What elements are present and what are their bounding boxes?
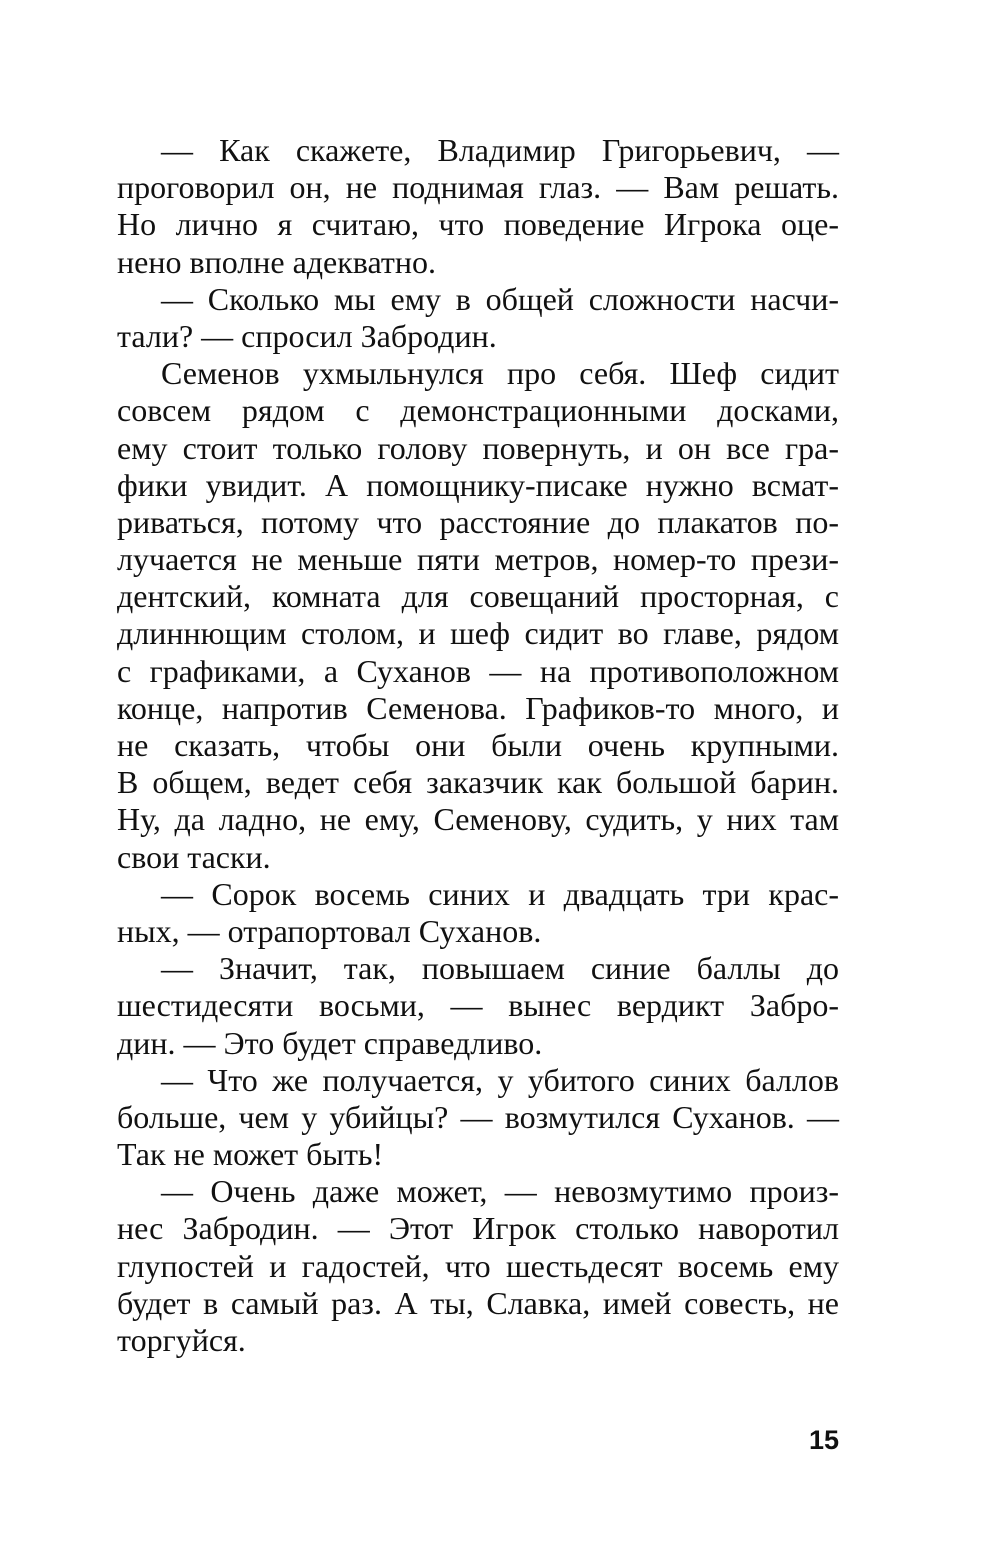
text-line: дентский, комната для совещаний просторная, с xyxy=(117,578,839,615)
book-page-text xyxy=(117,132,839,1359)
text-line: Но лично я считаю, что поведение Игрока оце- xyxy=(117,206,839,243)
text-line: — Что же получается, у убитого синих баллов xyxy=(161,1061,839,1098)
text-line: — Сорок восемь синих и двадцать три крас- xyxy=(161,875,839,912)
text-line: — Очень даже может, — невозмутимо произ- xyxy=(161,1173,839,1210)
text-line: фики увидит. А помощнику-писаке нужно всмат- xyxy=(117,466,839,503)
text-line: совсем рядом с демонстрационными досками, xyxy=(117,392,839,429)
text-line: тали? — спросил Забродин. xyxy=(117,317,497,354)
text-line: нено вполне адекватно. xyxy=(117,243,436,280)
text-line: Семенов ухмыльнулся про себя. Шеф сидит xyxy=(161,355,839,392)
text-line: свои таски. xyxy=(117,838,271,875)
text-line: ных, — отрапортовал Суханов. xyxy=(117,912,542,949)
page-number: 15 xyxy=(808,1425,839,1455)
text-line: В общем, ведет себя заказчик как большой барин. xyxy=(117,764,839,801)
text-line: — Сколько мы ему в общей сложности насчи- xyxy=(161,280,839,317)
text-line: Ну, да ладно, не ему, Семенову, судить, у них там xyxy=(117,801,839,838)
text-line: Так не может быть! xyxy=(117,1136,384,1173)
text-line: глупостей и гадостей, что шестьдесят восемь ему xyxy=(117,1247,839,1284)
text-line: — Как скажете, Владимир Григорьевич, — xyxy=(161,132,839,168)
text-line: больше, чем у убийцы? — возмутился Суханов. — xyxy=(117,1098,839,1135)
text-line: дин. — Это будет справедливо. xyxy=(117,1024,543,1061)
text-line: будет в самый раз. А ты, Славка, имей совесть, не xyxy=(117,1284,839,1321)
text-line: нес Забродин. — Этот Игрок столько наворотил xyxy=(117,1210,839,1247)
text-line: торгуйся. xyxy=(117,1322,246,1358)
text-line: — Значит, так, повышаем синие баллы до xyxy=(161,950,839,987)
text-line: проговорил он, не поднимая глаз. — Вам решать. xyxy=(117,169,839,206)
text-line: с графиками, а Суханов — на противоположном xyxy=(117,652,839,689)
text-line: ему стоит только голову повернуть, и он все гра- xyxy=(117,429,839,466)
text-line: конце, напротив Семенова. Графиков-то много, и xyxy=(117,689,839,726)
text-line: шестидесяти восьми, — вынес вердикт Забро- xyxy=(117,987,839,1024)
text-line: не сказать, чтобы они были очень крупными. xyxy=(117,727,839,763)
text-line: риваться, потому что расстояние до плакатов по- xyxy=(117,503,839,540)
text-line: длиннющим столом, и шеф сидит во главе, рядом xyxy=(117,615,839,652)
text-line: лучается не меньше пяти метров, номер-то прези- xyxy=(117,541,839,578)
